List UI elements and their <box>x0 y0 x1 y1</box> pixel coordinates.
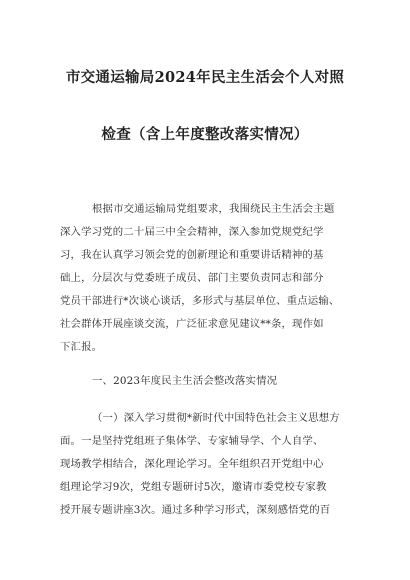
intro-line: 习，我在认真学习领会党的创新理论和重要讲话精神的基 <box>60 249 324 261</box>
subsection-line: 组理论学习9次，党组专题研讨5次，邀请市委党校专家教 <box>60 481 327 493</box>
subsection-line: （一）深入学习贯彻*新时代中国特色社会主义思想方 <box>92 412 340 424</box>
section-heading: 一、2023年度民主生活会整改落实情况 <box>92 375 278 387</box>
document-title-line-2: 检查（含上年度整改落实情况） <box>101 126 309 143</box>
intro-line: 下汇报。 <box>60 341 103 353</box>
intro-line: 深入学习党的二十届三中全会精神，深入参加党规党纪学 <box>60 226 324 238</box>
intro-line: 础上，分层次与党委班子成员、部门主要负责同志和部分 <box>60 272 324 284</box>
subsection-line: 现场教学相结合，深化理论学习。全年组织召开党组中心 <box>60 458 324 470</box>
subsection-line: 授开展专题讲座3次。通过多种学习形式，深刻感悟党的百 <box>60 504 331 516</box>
subsection-line: 面。一是坚持党组班子集体学、专家辅导学、个人自学、 <box>60 435 324 447</box>
intro-line: 党员干部进行*次谈心谈话，多形式与基层单位、重点运输、 <box>60 295 340 307</box>
intro-line: 社会群体开展座谈交流，广泛征求意见建议**条，现作如 <box>60 318 324 330</box>
intro-line: 根据市交通运输局党组要求，我围绕民主生活会主题 <box>92 203 335 215</box>
document-title-line-1: 市交通运输局2024年民主生活会个人对照 <box>65 69 345 86</box>
